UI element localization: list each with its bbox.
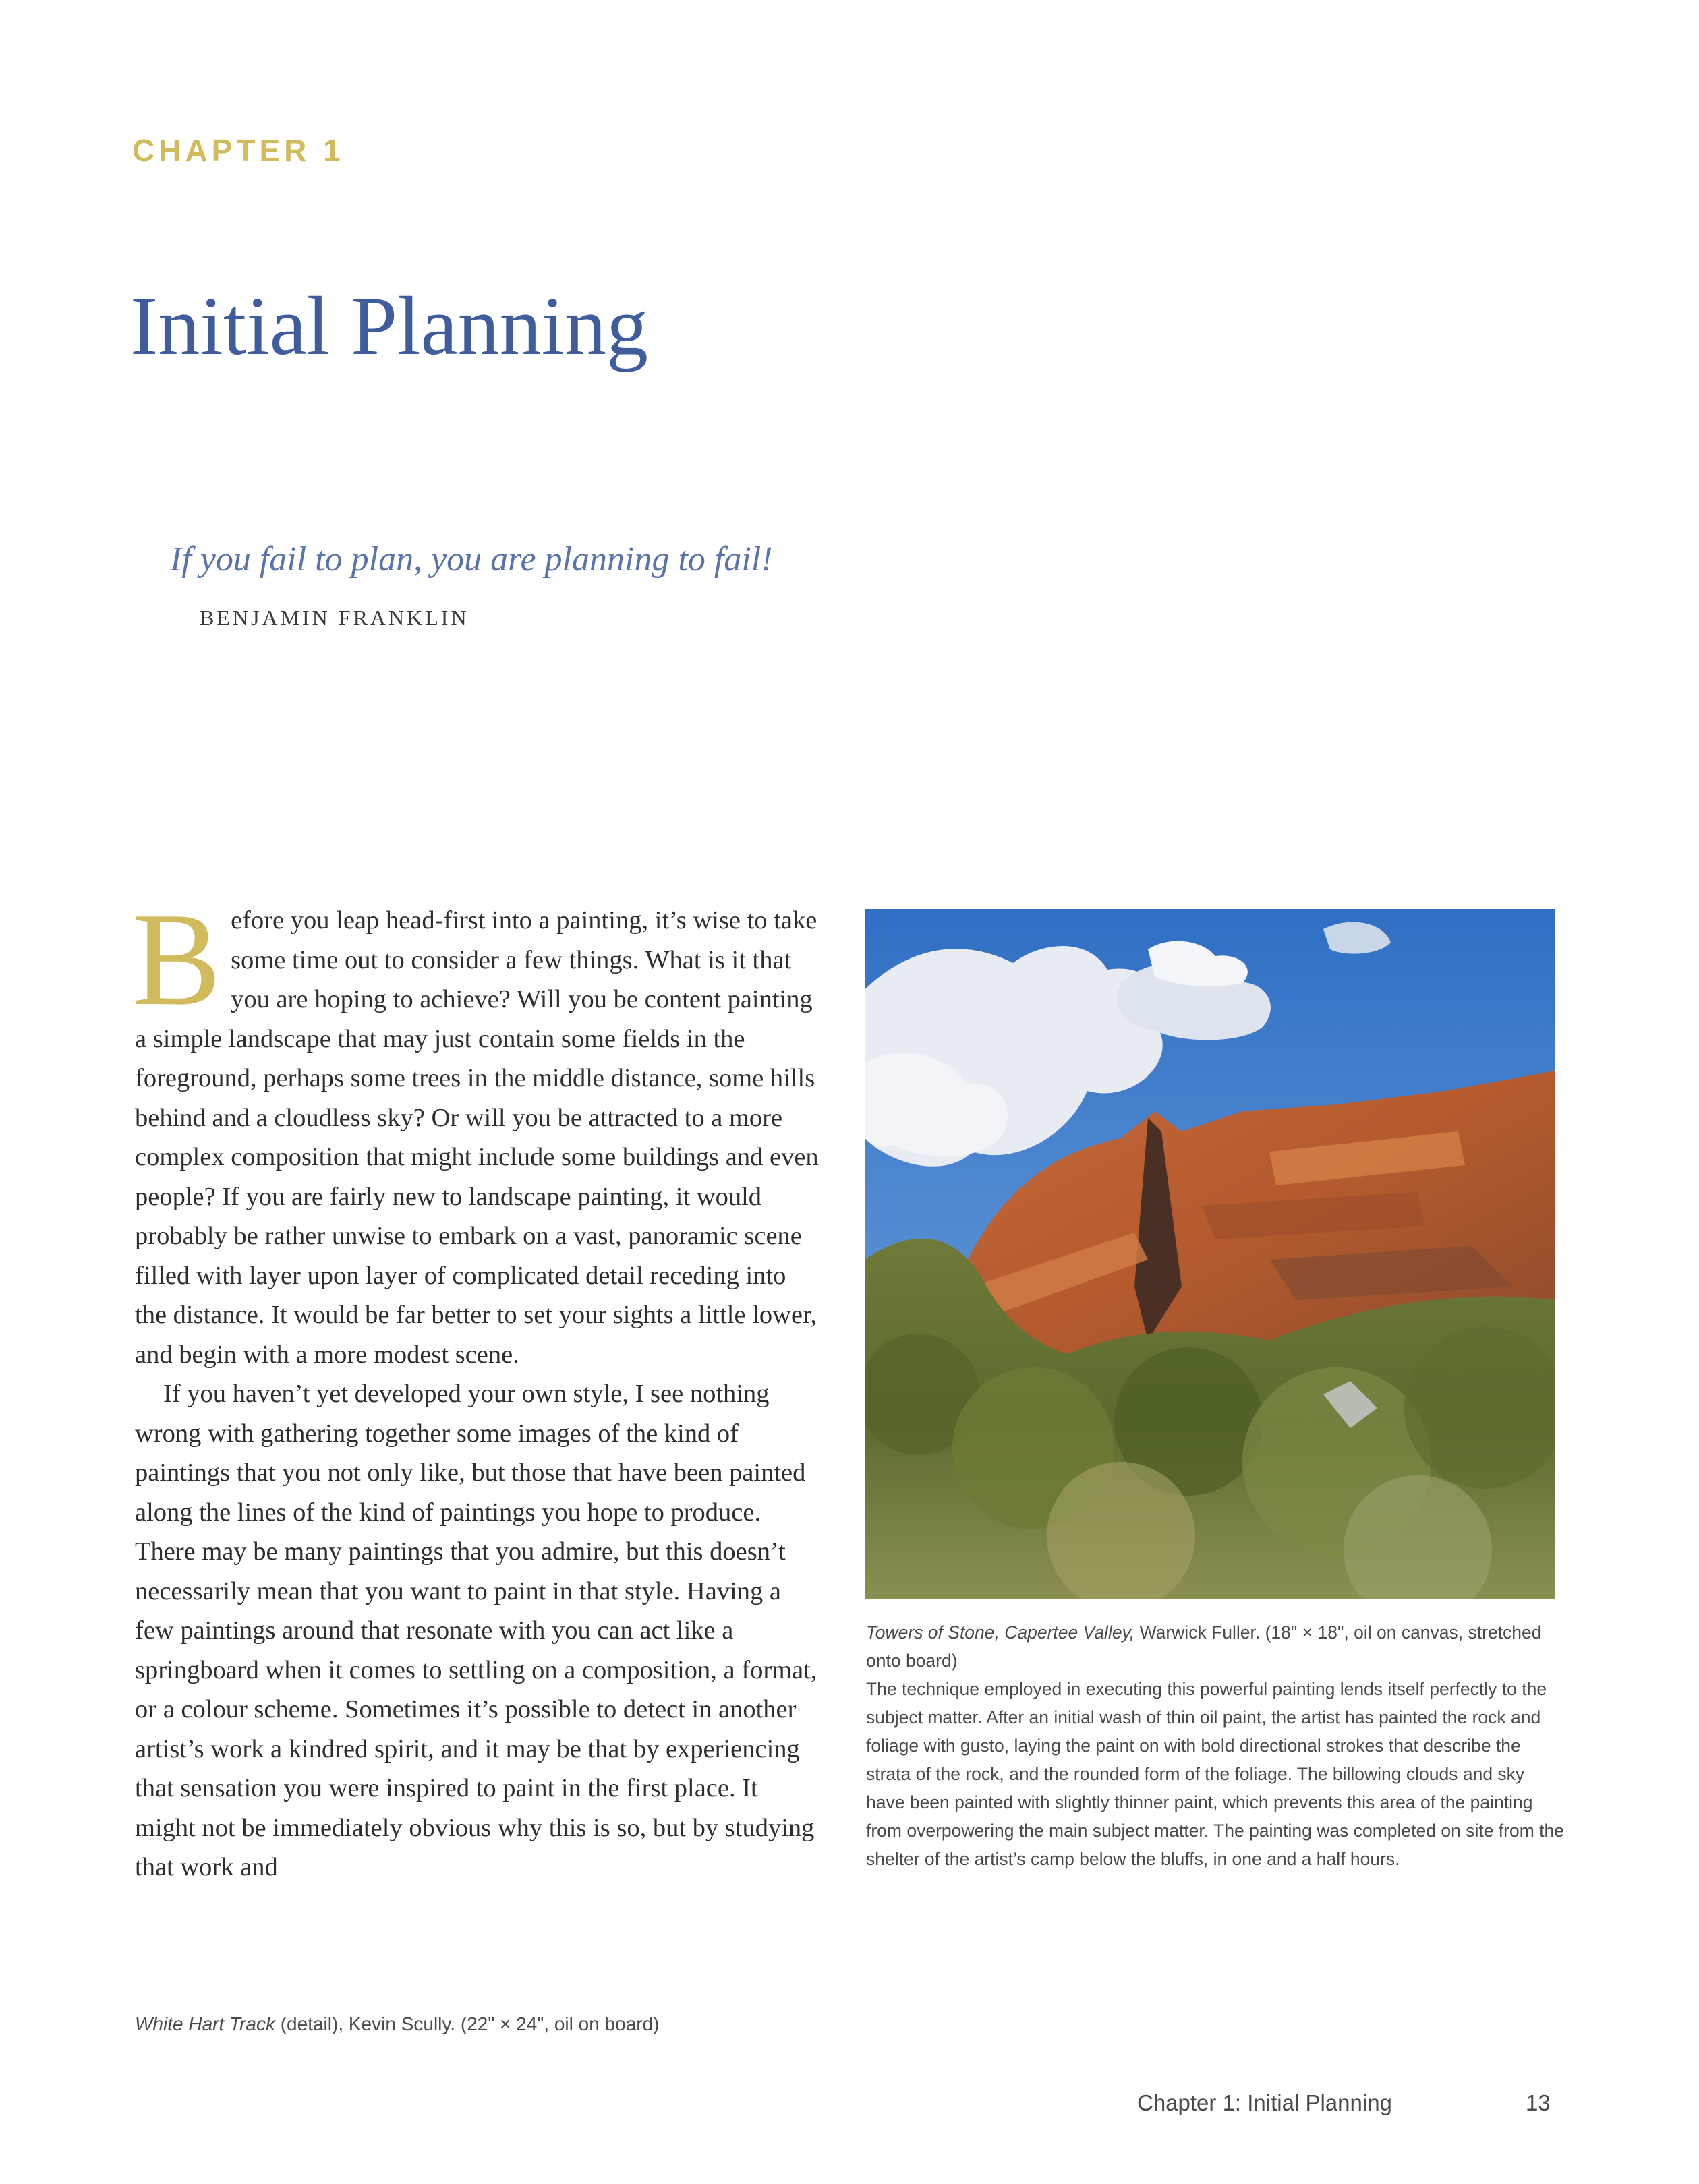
- body-paragraph-1: [132, 885, 824, 1374]
- bottom-credit-title: White Hart Track: [135, 2013, 275, 2034]
- epigraph-author: BENJAMIN FRANKLIN: [200, 606, 469, 630]
- running-footer: Chapter 1: Initial Planning: [1137, 2090, 1392, 2115]
- chapter-title: Initial Planning: [130, 280, 649, 372]
- dropcap: B: [132, 885, 222, 1033]
- body-paragraph-1-text: efore you leap head-first into a painting, it’s wise to take some time out to consider a few things. What is it that you are hoping to achieve? Will you be content painting a simple landscape that may just contain some fields in the foreground, perhaps some trees in the middle distance, some hills behind and a cloudless sky? Or will you be attracted to a more complex composition that might include some buildings and even people? If you are fairly new to landscape painting, it would probably be rather unwise to embark on a vast, panoramic scene filled with layer upon layer of complicated detail receding into the distance. It would be far better to set your sights a little lower, and begin with a more modest scene.: [135, 906, 819, 1369]
- caption-text: The technique employed in executing this powerful painting lends itself perfectly to the subject matter. After an initial wash of thin oil paint, the artist has painted the rock and foliage with gusto, laying the paint on with bold directional strokes that describe the strata of the rock, and the rounded form of the foliage. The billowing clouds and sky have been painted with slightly thinner paint, which prevents this area of the painting from overpowering the main subject matter. The painting was completed on site from the shelter of the artist’s camp below the bluffs, in one and a half hours.: [866, 1679, 1565, 1869]
- caption-title-line: [866, 1618, 1567, 1675]
- figure-caption: [866, 1618, 1567, 1873]
- caption-title: Towers of Stone, Capertee Valley,: [866, 1622, 1135, 1643]
- page-number: 13: [1526, 2090, 1551, 2115]
- painting-image: [865, 909, 1555, 1599]
- body-paragraph-2: If you haven’t yet developed your own style, I see nothing wrong with gathering together some images of the kind of paintings that you not only like, but those that have been painted along the lines of the kind of paintings you hope to produce. There may be many paintings that you admire, but this doesn’t necessarily mean that you want to paint in that style. Having a few paintings around that resonate with you can act like a springboard when it comes to settling on a composition, a format, or a colour scheme. Sometimes it’s possible to detect in another artist’s work a kindred spirit, and it may be that by experiencing that sensation you were inspired to paint in the first place. It might not be immediately obvious why this is so, but by studying that work and: [135, 1380, 817, 1881]
- chapter-label: CHAPTER 1: [132, 133, 345, 168]
- bottom-credit-rest: (detail), Kevin Scully. (22" × 24", oil on board): [275, 2013, 660, 2034]
- caption-credit: Warwick Fuller. (18" × 18", oil on canvas, stretched onto board): [866, 1622, 1542, 1671]
- body-text: [132, 885, 824, 1887]
- epigraph-quote: If you fail to plan, you are planning to fail!: [170, 540, 773, 579]
- bottom-image-credit: [135, 2013, 659, 2035]
